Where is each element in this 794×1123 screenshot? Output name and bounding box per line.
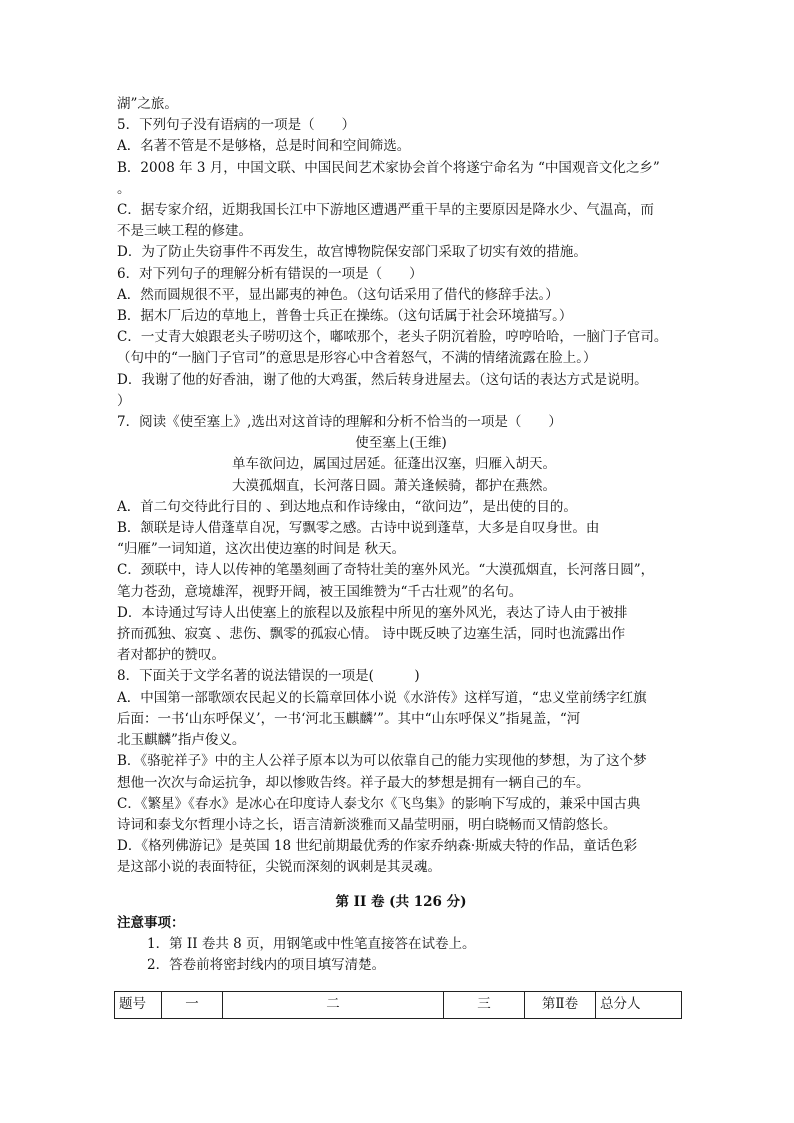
text-line: 湖”之旅。: [117, 96, 178, 112]
option-a: A．然而圆规很不平，显出鄙夷的神色。（这句话采用了借代的修辞手法。）: [117, 286, 559, 303]
text-line: 北玉麒麟”指卢俊义。: [117, 732, 246, 749]
option-d: D．我谢了他的好香油，谢了他的大鸡蛋，然后转身进屋去。（这句话的表达方式是说明。: [117, 371, 648, 388]
text-line: 挤而孤独、寂寞 、悲伤、飘零的孤寂心情。 诗中既反映了边塞生活，同时也流露出作: [117, 626, 626, 643]
text-line: 笔力苍劲，意境雄浑，视野开阔，被王国维赞为“千古壮观”的名句。: [117, 583, 523, 600]
text-line: 。: [117, 180, 131, 197]
poem-line: 单车欲问边，属国过居延。征蓬出汉塞，归雁入胡天。: [232, 456, 556, 473]
option-b: B．《骆驼祥子》中的主人公祥子原本以为可以依靠自己的能力实现他的梦想，为了这个梦: [117, 753, 647, 770]
exam-page: [117, 94, 685, 976]
text-line: 后面：一书‘山东呼保义’，一书‘河北玉麒麟’”。其中“山东呼保义”指晁盖，“河: [117, 710, 581, 727]
text-line: “归雁”一词知道，这次出使边塞的时间是 秋天。: [117, 541, 406, 558]
table-cell: 三: [444, 992, 525, 1019]
text-line: 想他一次次与命运抗争，却以惨败告终。祥子最大的梦想是拥有一辆自己的车。: [117, 774, 590, 791]
notes-item: 1．第 II 卷共 8 页，用钢笔或中性笔直接答在试卷上。: [147, 935, 476, 952]
text-line: 者对都护的赞叹。: [117, 647, 225, 664]
poem-line: 大漠孤烟直，长河落日圆。萧关逢候骑，都护在燕然。: [232, 477, 556, 494]
text-line: ）: [117, 392, 131, 409]
score-table-row: [115, 992, 682, 1019]
option-b: B．据木厂后边的草地上，普鲁士兵正在操练。（这句话属于社会环境描写。）: [117, 308, 573, 325]
question-8: 8．下面关于文学名著的说法错误的一项是( ): [117, 668, 420, 685]
table-cell: 题号: [115, 992, 162, 1019]
option-b: B．颔联是诗人借蓬草自况，写飘零之感。古诗中说到蓬草，大多是自叹身世。由: [117, 520, 600, 537]
option-a: A．名著不管是不是够格，总是时间和空间筛选。: [117, 138, 411, 155]
question-5: 5．下列句子没有语病的一项是（ ）: [117, 117, 356, 134]
poem-title: 使至塞上(王维): [355, 435, 447, 452]
option-d: D．《格列佛游记》是英国 18 世纪前期最优秀的作家乔纳森·斯威夫特的作品，童话色彩: [117, 838, 638, 855]
option-a: A．首二句交待此行目的 、到达地点和作诗缘由，“欲问边”，是出使的目的。: [117, 498, 577, 515]
option-d: D．为了防止失窃事件不再发生，故宫博物院保安部门采取了切实有效的措施。: [117, 244, 587, 261]
notes-heading: 注意事项：: [117, 914, 185, 931]
table-cell: 一: [162, 992, 223, 1019]
option-a: A．中国第一部歌颂农民起义的长篇章回体小说《水浒传》这样写道，“忠义堂前绣字红旗: [117, 689, 647, 706]
section-title: 第 II 卷 (共 126 分): [335, 893, 467, 910]
text-line: （句中的“一脑门子官司”的意思是形容心中含着怒气，不满的情绪流露在脸上。）: [117, 350, 597, 367]
notes-item: 2．答卷前将密封线内的项目填写清楚。: [147, 956, 386, 973]
score-table: [114, 991, 682, 1019]
table-cell: 二: [223, 992, 444, 1019]
text-line: 诗词和泰戈尔哲理小诗之长，语言清新淡雅而又晶莹明丽，明白晓畅而又情韵悠长。: [117, 816, 617, 833]
option-b: B．2008 年 3 月，中国文联、中国民间艺术家协会首个将遂宁命名为 “中国观音文化之乡”: [117, 159, 660, 176]
table-cell: 总分人: [596, 992, 682, 1019]
text-line: 是这部小说的表面特征，尖锐而深刻的讽刺是其灵魂。: [117, 859, 441, 876]
option-c: C．据专家介绍，近期我国长江中下游地区遭遇严重干旱的主要原因是降水少、气温高，而: [117, 202, 654, 219]
option-c: C．一丈青大娘跟老头子唠叨这个，嘟哝那个，老头子阴沉着脸，哼哼哈哈，一脑门子官司。: [117, 329, 668, 346]
option-c: C．颈联中，诗人以传神的笔墨刻画了奇特壮美的塞外风光。“大漠孤烟直，长河落日圆”，: [117, 562, 655, 579]
option-c: C．《繁星》《春水》是冰心在印度诗人泰戈尔《飞鸟集》的影响下写成的，兼采中国古典: [117, 795, 641, 812]
option-d: D．本诗通过写诗人出使塞上的旅程以及旅程中所见的塞外风光，表达了诗人由于被排: [117, 604, 628, 621]
text-line: 不是三峡工程的修建。: [117, 223, 252, 240]
question-7: 7．阅读《使至塞上》,选出对这首诗的理解和分析不恰当的一项是（ ）: [117, 414, 562, 431]
question-6: 6．对下列句子的理解分析有错误的一项是（ ）: [117, 265, 423, 282]
table-cell: 第Ⅱ卷: [525, 992, 596, 1019]
